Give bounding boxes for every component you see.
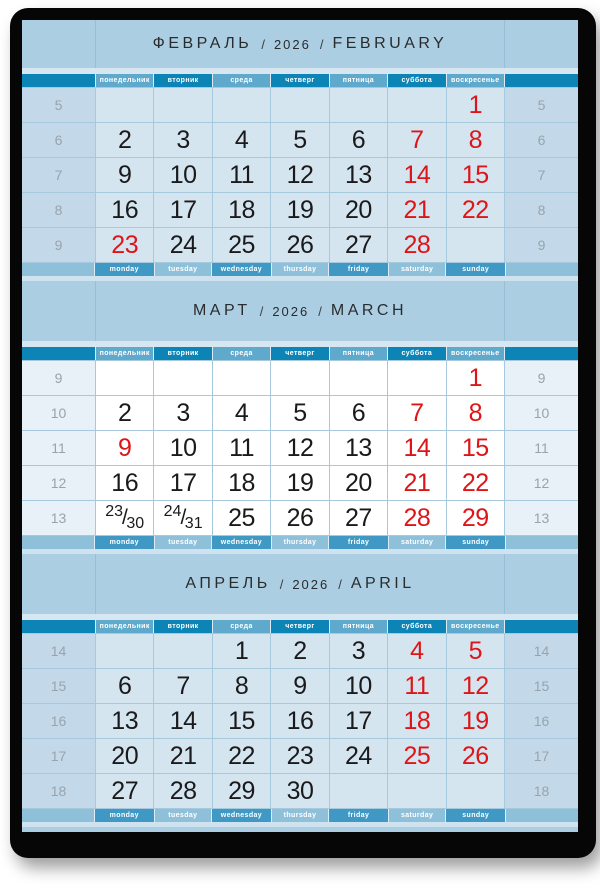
- footer-edge-right: [505, 263, 578, 276]
- footer-day-cell: sunday: [446, 809, 505, 822]
- week-number-cell: 11: [22, 431, 95, 465]
- weekday-header-cell: воскресенье: [447, 347, 504, 360]
- day-cell: 21: [388, 466, 445, 500]
- day-number-bottom: 30: [126, 515, 145, 532]
- day-cell: 21: [388, 193, 445, 227]
- day-cell: 3: [154, 396, 211, 430]
- day-cell: [330, 88, 387, 122]
- footer-day-cell: saturday: [400, 812, 434, 819]
- footer-day-cell: sunday: [446, 263, 505, 276]
- week-number-cell: 13: [22, 501, 95, 535]
- day-cell: 27: [96, 774, 153, 808]
- day-cell: [96, 361, 153, 395]
- day-cell: 7: [154, 669, 211, 703]
- day-cell: 24: [330, 739, 387, 773]
- weekday-header-cell: понедельник: [96, 620, 153, 633]
- week-number-cell: 8: [505, 193, 578, 227]
- day-cell: 27: [330, 501, 387, 535]
- day-cell: [213, 88, 270, 122]
- weekday-header-bar: [22, 74, 578, 87]
- day-cell: 25: [388, 739, 445, 773]
- day-cell: 30: [271, 774, 328, 808]
- calendar-grid: [22, 87, 578, 263]
- day-cell: 9: [96, 158, 153, 192]
- week-number-cell: 18: [505, 774, 578, 808]
- day-cell: 26: [447, 739, 504, 773]
- weekday-header-cell: вторник: [154, 620, 211, 633]
- day-cell: 12: [271, 158, 328, 192]
- footer-light-strip: [22, 822, 578, 827]
- title-month-en: FEBRUARY: [332, 35, 448, 52]
- weekday-header-edge-right: [505, 620, 578, 633]
- day-cell: 20: [330, 466, 387, 500]
- month-title: [22, 554, 578, 614]
- title-year: 2026: [272, 303, 310, 319]
- day-cell: 18: [213, 193, 270, 227]
- day-cell: 11: [213, 431, 270, 465]
- day-cell: 5: [271, 123, 328, 157]
- day-cell: 27: [330, 228, 387, 262]
- day-cell: 19: [271, 466, 328, 500]
- week-number-cell: 14: [22, 634, 95, 668]
- weekday-header-cell: воскресенье: [447, 620, 504, 633]
- slash-separator: /: [318, 303, 322, 319]
- week-number-cell: 9: [505, 228, 578, 262]
- day-cell: 13: [96, 704, 153, 738]
- day-cell: 3: [154, 123, 211, 157]
- day-cell: 5: [271, 396, 328, 430]
- day-cell: 14: [388, 431, 445, 465]
- week-number-cell: 7: [505, 158, 578, 192]
- day-cell: 18: [388, 704, 445, 738]
- day-cell: 4: [213, 396, 270, 430]
- day-cell: 15: [213, 704, 270, 738]
- weekday-header-edge-left: [22, 74, 95, 87]
- slash-separator: /: [261, 36, 265, 52]
- week-number-cell: 6: [505, 123, 578, 157]
- weekday-header-cell: вторник: [154, 74, 211, 87]
- week-number-cell: 9: [22, 228, 95, 262]
- day-cell: 8: [213, 669, 270, 703]
- day-cell: 17: [154, 466, 211, 500]
- weekday-header-cell: среда: [213, 347, 270, 360]
- title-year: 2026: [273, 36, 311, 52]
- week-number-cell: 5: [22, 88, 95, 122]
- weekday-header-edge-right: [505, 347, 578, 360]
- footer-day-cell: sunday: [446, 536, 505, 549]
- day-cell: 11: [388, 669, 445, 703]
- day-cell: 28: [154, 774, 211, 808]
- week-number-cell: 11: [505, 431, 578, 465]
- day-cell: 10: [330, 669, 387, 703]
- footer-edge-left: [22, 263, 95, 276]
- weekday-header-cell: понедельник: [96, 347, 153, 360]
- weekday-header-bar: [22, 347, 578, 360]
- slash-separator: /: [319, 36, 324, 52]
- day-cell: 15: [447, 158, 504, 192]
- day-cell: 23: [96, 228, 153, 262]
- fraction-slash: /: [122, 506, 128, 529]
- week-number-cell: 14: [505, 634, 578, 668]
- footer-day-cell: monday: [95, 263, 154, 276]
- day-number-top: 24: [163, 503, 182, 520]
- week-number-cell: 7: [22, 158, 95, 192]
- footer-edge-right: [505, 536, 578, 549]
- day-cell: [96, 88, 153, 122]
- day-number-top: 23: [105, 503, 124, 520]
- month-block-april: [22, 554, 578, 827]
- weekday-header-cell: понедельник: [96, 74, 153, 87]
- day-cell: [96, 501, 153, 535]
- weekday-header-cell: четверг: [271, 74, 328, 87]
- day-cell: [154, 361, 211, 395]
- english-footer-bar: [22, 263, 578, 276]
- footer-day-cell: monday: [95, 536, 154, 549]
- day-cell: 19: [447, 704, 504, 738]
- calendar-grid: [22, 360, 578, 536]
- slash-separator: /: [279, 576, 284, 592]
- week-number-cell: 8: [22, 193, 95, 227]
- weekday-header-cell: суббота: [388, 620, 445, 633]
- calendar-grid: [22, 633, 578, 809]
- day-cell: 20: [96, 739, 153, 773]
- day-cell: 16: [96, 466, 153, 500]
- week-number-cell: 6: [22, 123, 95, 157]
- day-cell: 29: [213, 774, 270, 808]
- weekday-header-edge-right: [505, 74, 578, 87]
- day-cell: [388, 774, 445, 808]
- english-footer-bar: [22, 809, 578, 822]
- weekday-header-cell: четверг: [271, 620, 328, 633]
- slash-separator: /: [338, 576, 342, 592]
- footer-edge-left: [22, 809, 95, 822]
- day-cell: 2: [96, 396, 153, 430]
- footer-day-cell: friday: [329, 263, 388, 276]
- day-cell: 13: [330, 431, 387, 465]
- footer-day-cell: wednesday: [212, 263, 271, 276]
- week-number-cell: 13: [505, 501, 578, 535]
- footer-day-cell: thursday: [283, 266, 317, 273]
- day-cell: 3: [330, 634, 387, 668]
- weekday-header-cell: вторник: [154, 347, 211, 360]
- week-number-cell: 16: [22, 704, 95, 738]
- week-number-cell: 10: [505, 396, 578, 430]
- title-year: 2026: [292, 576, 330, 592]
- weekday-header-cell: среда: [213, 74, 270, 87]
- title-month-ru: ФЕВРАЛЬ: [152, 35, 253, 52]
- title-month-ru: МАРТ: [192, 302, 251, 319]
- day-cell: 24: [154, 228, 211, 262]
- title-month-en: MARCH: [330, 302, 408, 319]
- slash-separator: /: [259, 303, 264, 319]
- week-number-cell: 16: [505, 704, 578, 738]
- day-cell: [330, 774, 387, 808]
- footer-day-cell: tuesday: [168, 266, 198, 273]
- title-month-ru: АПРЕЛЬ: [185, 575, 271, 592]
- day-cell: 6: [330, 123, 387, 157]
- title-month-en: APRIL: [350, 575, 415, 592]
- footer-day-cell: wednesday: [212, 809, 271, 822]
- day-cell: 26: [271, 228, 328, 262]
- weekday-header-cell: пятница: [330, 347, 387, 360]
- footer-day-cell: thursday: [283, 539, 317, 546]
- footer-day-cell: friday: [329, 536, 388, 549]
- footer-day-cell: friday: [329, 809, 388, 822]
- weekday-header-cell: воскресенье: [447, 74, 504, 87]
- weekday-header-cell: среда: [213, 620, 270, 633]
- month-block-march: [22, 281, 578, 554]
- day-cell: 4: [213, 123, 270, 157]
- day-cell: 1: [447, 88, 504, 122]
- week-number-cell: 12: [22, 466, 95, 500]
- day-cell: 16: [96, 193, 153, 227]
- weekday-header-cell: четверг: [271, 347, 328, 360]
- day-cell: [96, 634, 153, 668]
- day-cell: 1: [447, 361, 504, 395]
- week-number-cell: 15: [22, 669, 95, 703]
- day-cell: 20: [330, 193, 387, 227]
- day-cell: 12: [271, 431, 328, 465]
- day-cell: [447, 228, 504, 262]
- day-cell: [154, 634, 211, 668]
- footer-day-cell: saturday: [400, 539, 434, 546]
- day-cell: [154, 88, 211, 122]
- day-cell: 28: [388, 228, 445, 262]
- day-cell: 13: [330, 158, 387, 192]
- day-cell: 19: [271, 193, 328, 227]
- day-cell: 16: [271, 704, 328, 738]
- week-number-cell: 9: [22, 361, 95, 395]
- footer-day-cell: saturday: [400, 266, 434, 273]
- day-cell: 5: [447, 634, 504, 668]
- day-cell: [447, 774, 504, 808]
- day-cell: [154, 501, 211, 535]
- footer-day-cell: tuesday: [168, 539, 198, 546]
- week-number-cell: 12: [505, 466, 578, 500]
- weekday-header-cell: суббота: [388, 347, 445, 360]
- month-title: [22, 281, 578, 341]
- week-number-cell: 9: [505, 361, 578, 395]
- day-cell: 22: [447, 193, 504, 227]
- week-number-cell: 17: [505, 739, 578, 773]
- day-cell: 23: [271, 739, 328, 773]
- english-footer-bar: [22, 536, 578, 549]
- weekday-header-bar: [22, 620, 578, 633]
- day-cell: 18: [213, 466, 270, 500]
- day-cell: [271, 88, 328, 122]
- day-cell: [213, 361, 270, 395]
- month-title: [22, 20, 578, 68]
- day-cell: 1: [213, 634, 270, 668]
- day-cell: 17: [330, 704, 387, 738]
- footer-edge-right: [505, 809, 578, 822]
- fraction-slash: /: [180, 506, 186, 529]
- day-cell: 15: [447, 431, 504, 465]
- day-cell: 14: [154, 704, 211, 738]
- month-block-february: [22, 20, 578, 281]
- calendar-frame: [10, 8, 596, 858]
- weekday-header-cell: пятница: [330, 620, 387, 633]
- weekday-header-edge-left: [22, 347, 95, 360]
- day-cell: 29: [447, 501, 504, 535]
- day-cell: 7: [388, 396, 445, 430]
- day-number-bottom: 31: [184, 515, 203, 532]
- footer-day-cell: wednesday: [212, 536, 271, 549]
- day-cell: 9: [271, 669, 328, 703]
- footer-day-cell: monday: [95, 809, 154, 822]
- day-cell: 4: [388, 634, 445, 668]
- week-number-cell: 5: [505, 88, 578, 122]
- day-cell: 21: [154, 739, 211, 773]
- week-number-cell: 15: [505, 669, 578, 703]
- day-cell: 9: [96, 431, 153, 465]
- footer-day-cell: tuesday: [168, 812, 198, 819]
- day-cell: 17: [154, 193, 211, 227]
- day-cell: 11: [213, 158, 270, 192]
- weekday-header-edge-left: [22, 620, 95, 633]
- day-cell: 10: [154, 431, 211, 465]
- footer-edge-left: [22, 536, 95, 549]
- day-cell: [388, 361, 445, 395]
- day-cell: 22: [213, 739, 270, 773]
- day-cell: 25: [213, 228, 270, 262]
- day-cell: 14: [388, 158, 445, 192]
- day-cell: [388, 88, 445, 122]
- day-cell: 28: [388, 501, 445, 535]
- day-cell: 25: [213, 501, 270, 535]
- weekday-header-cell: пятница: [330, 74, 387, 87]
- day-cell: 10: [154, 158, 211, 192]
- day-cell: 7: [388, 123, 445, 157]
- calendar-card: [22, 20, 578, 832]
- day-cell: 8: [447, 123, 504, 157]
- day-cell: 6: [96, 669, 153, 703]
- day-cell: 26: [271, 501, 328, 535]
- week-number-cell: 18: [22, 774, 95, 808]
- day-cell: 8: [447, 396, 504, 430]
- day-cell: 6: [330, 396, 387, 430]
- day-cell: 2: [96, 123, 153, 157]
- day-cell: [330, 361, 387, 395]
- day-cell: 22: [447, 466, 504, 500]
- day-cell: [271, 361, 328, 395]
- week-number-cell: 17: [22, 739, 95, 773]
- weekday-header-cell: суббота: [388, 74, 445, 87]
- week-number-cell: 10: [22, 396, 95, 430]
- day-cell: 12: [447, 669, 504, 703]
- footer-day-cell: thursday: [283, 812, 317, 819]
- day-cell: 2: [271, 634, 328, 668]
